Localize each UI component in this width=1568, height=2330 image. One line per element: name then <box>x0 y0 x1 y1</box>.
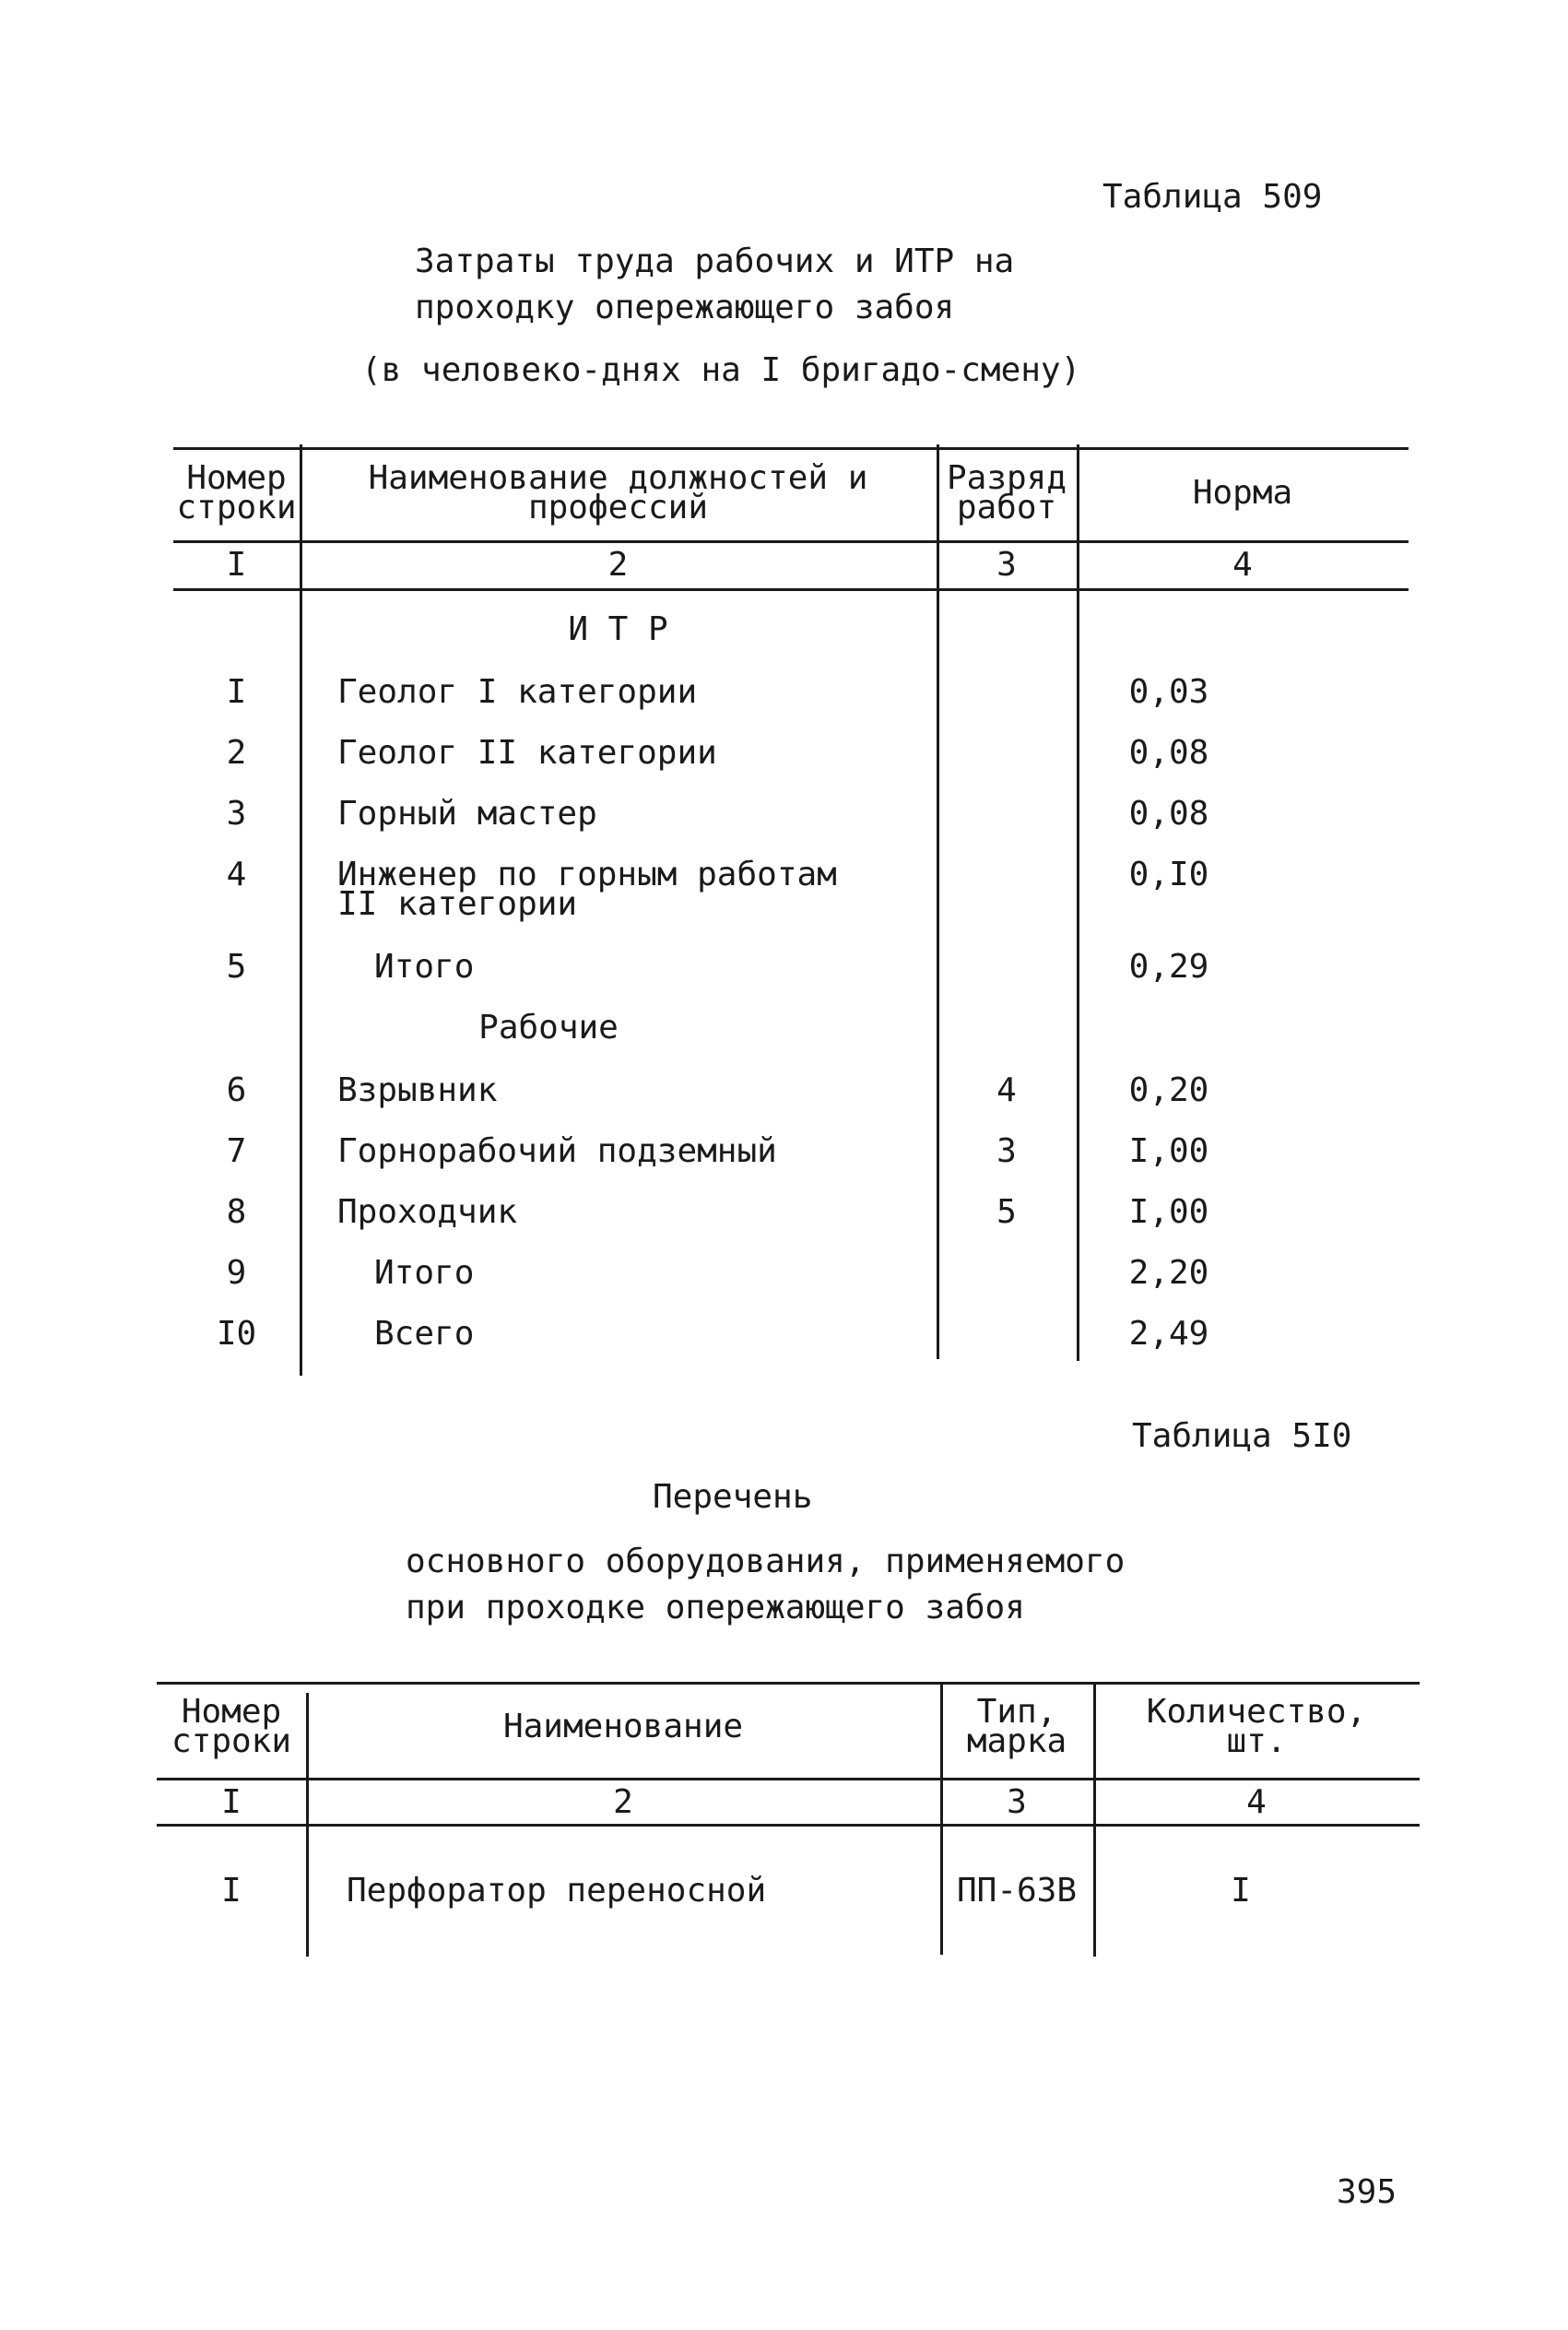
row-number: 8 <box>226 1193 247 1231</box>
row-name: Итого <box>374 1254 475 1292</box>
row-norm: I,00 <box>1128 1193 1209 1231</box>
col-number-3: 3 <box>996 546 1017 584</box>
row-number: 4 <box>226 856 247 893</box>
row-type: ПП-63В <box>956 1872 1078 1910</box>
row-quantity: I <box>1231 1872 1251 1910</box>
row-grade: 3 <box>996 1132 1017 1170</box>
col-number-4: 4 <box>1246 1783 1267 1821</box>
row-norm: 0,20 <box>1128 1071 1209 1109</box>
row-number: 2 <box>226 734 247 772</box>
row-number: 3 <box>226 795 247 833</box>
table509 <box>173 444 1409 1376</box>
table509-title-line2: проходку опережающего забоя <box>415 289 955 326</box>
row-number: 7 <box>226 1132 247 1170</box>
header-row-number-line2: строки <box>176 489 297 526</box>
row-norm: 0,03 <box>1128 673 1209 711</box>
header-row-number-line1: Номер <box>186 459 287 497</box>
row-norm: 2,20 <box>1128 1254 1209 1292</box>
row-name: Горный мастер <box>337 795 597 833</box>
row-name: Инженер по горным работам <box>337 856 837 893</box>
table510-label: Таблица 5I0 <box>1132 1417 1352 1455</box>
row-norm: 0,08 <box>1128 734 1209 772</box>
header-grade-line2: работ <box>956 489 1057 526</box>
row-norm: 0,I0 <box>1128 856 1209 893</box>
row-number: I <box>226 673 247 711</box>
header-type-line2: марка <box>966 1722 1067 1760</box>
header-name: Наименование <box>502 1708 744 1745</box>
row-name: Геолог I категории <box>337 673 698 711</box>
section-itr: И Т Р <box>568 610 668 648</box>
row-name: Перфоратор переносной <box>347 1872 767 1910</box>
table510 <box>157 1678 1420 1957</box>
col-number-3: 3 <box>1007 1783 1027 1821</box>
header-quantity-line2: шт. <box>1226 1722 1287 1760</box>
table510-title-line3: при проходке опережающего забоя <box>406 1589 1025 1626</box>
header-name-line1: Наименование должностей и <box>368 459 868 497</box>
row-number: 5 <box>226 948 247 986</box>
row-name: Итого <box>374 948 475 986</box>
row-grade: 4 <box>996 1071 1017 1109</box>
table510-title-line2: основного оборудования, применяемого <box>406 1543 1126 1580</box>
row-norm: I,00 <box>1128 1132 1209 1170</box>
row-norm: 0,29 <box>1128 948 1209 986</box>
col-number-2: 2 <box>607 546 629 584</box>
row-name: Геолог II категории <box>337 734 717 772</box>
header-grade-line1: Разряд <box>946 459 1067 497</box>
row-number: I0 <box>216 1315 257 1353</box>
row-number: I <box>221 1872 242 1910</box>
row-name-line2: II категории <box>337 885 578 923</box>
header-type-line1: Тип, <box>976 1693 1057 1731</box>
page-number: 395 <box>1337 2173 1397 2211</box>
header-norm: Норма <box>1192 474 1293 512</box>
col-number-4: 4 <box>1232 546 1253 584</box>
header-name-line2: профессий <box>527 489 709 526</box>
row-grade: 5 <box>996 1193 1017 1231</box>
table509-label: Таблица 509 <box>1102 178 1323 216</box>
header-row-number-line1: Номер <box>181 1693 282 1731</box>
table509-subtitle: (в человеко-днях на I бригадо-смену) <box>361 351 1081 389</box>
col-number-1: I <box>221 1783 242 1821</box>
row-norm: 2,49 <box>1128 1315 1209 1353</box>
row-norm: 0,08 <box>1128 795 1209 833</box>
row-name: Горнорабочий подземный <box>337 1132 777 1170</box>
header-quantity-line1: Количество, <box>1146 1693 1367 1731</box>
section-workers: Рабочие <box>478 1009 619 1047</box>
row-name: Взрывник <box>337 1071 498 1109</box>
row-number: 6 <box>226 1071 247 1109</box>
row-name: Всего <box>374 1315 475 1353</box>
col-number-1: I <box>226 546 247 584</box>
row-name: Проходчик <box>337 1193 518 1231</box>
col-number-2: 2 <box>613 1783 633 1821</box>
table509-title-line1: Затраты труда рабочих и ИТР на <box>415 242 1015 280</box>
header-row-number-line2: строки <box>171 1722 292 1760</box>
row-number: 9 <box>226 1254 247 1292</box>
table510-title-line1: Перечень <box>653 1478 813 1516</box>
